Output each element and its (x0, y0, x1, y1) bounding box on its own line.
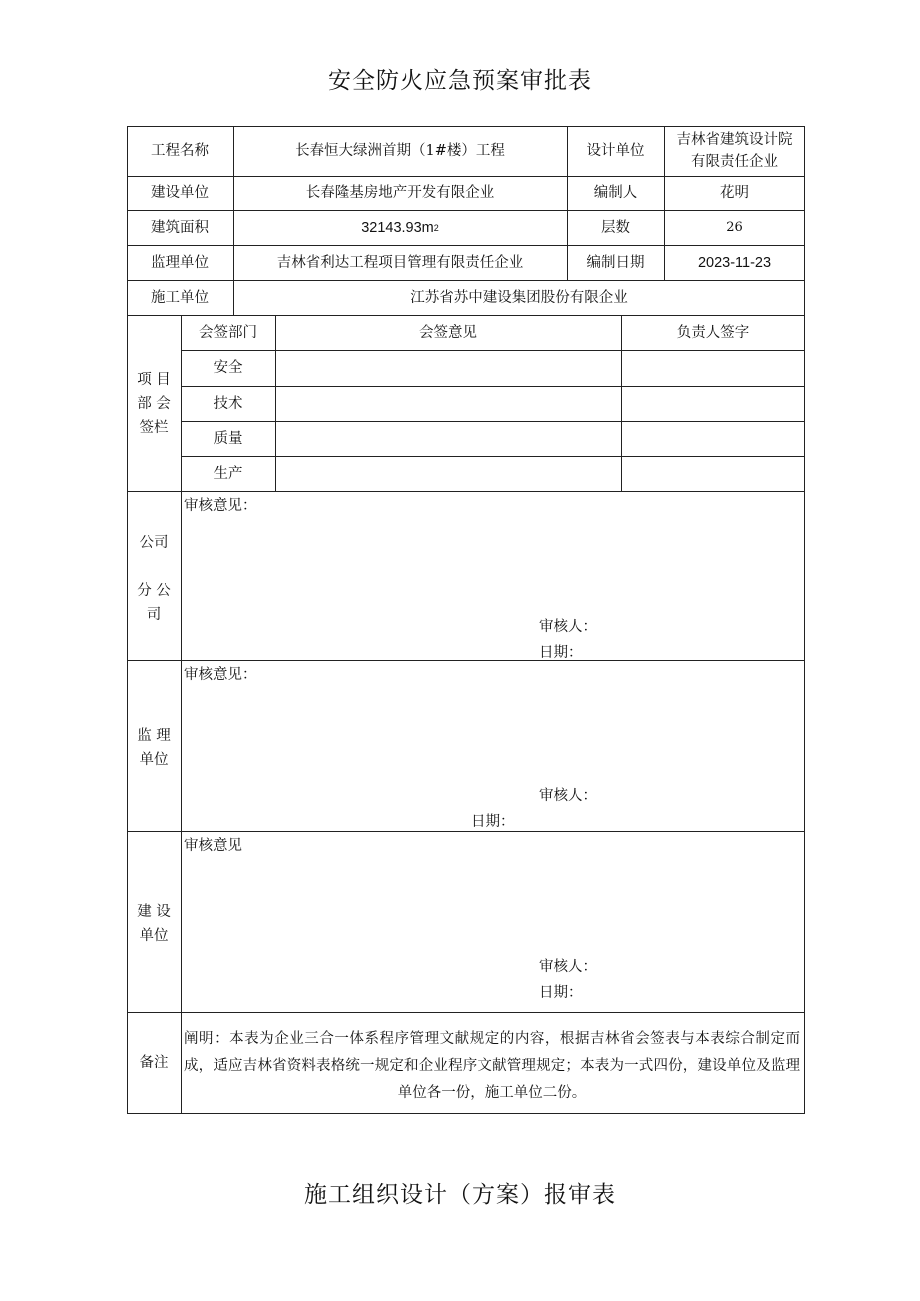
col-header-opinion: 会签意见 (419, 324, 477, 341)
supervision-opinion-label: 审核意见： (184, 667, 257, 683)
supervisor-label: 监理单位 (151, 254, 209, 271)
construction-label-line: 建 设 (137, 904, 171, 920)
design-unit-line2: 有限责任企业 (691, 154, 778, 170)
project-name-label: 工程名称 (151, 143, 209, 159)
compiler-label: 编制人 (593, 185, 638, 201)
supervision-label-line: 单位 (139, 752, 169, 768)
supervisor-value: 吉林省利达工程项目管理有限责任企业 (276, 254, 524, 271)
row-divider (127, 831, 805, 832)
company-label-line: 分 公 (137, 583, 171, 599)
row-divider (127, 491, 805, 492)
company-date-label: 日期： (539, 645, 583, 661)
countersign-label-line: 部 会 (137, 396, 171, 412)
dept-quality: 质量 (213, 430, 243, 447)
design-unit-line1: 吉林省建筑设计院 (676, 132, 793, 148)
project-name-value (233, 126, 567, 176)
floors-label: 层数 (601, 219, 630, 236)
row-divider (127, 660, 805, 661)
contractor-value: 江苏省苏中建设集团股份有限企业 (410, 289, 628, 306)
countersign-section-label (127, 368, 181, 440)
row-divider (127, 1012, 805, 1013)
company-reviewer-label: 审核人： (539, 619, 597, 635)
construction-section-label (127, 900, 181, 948)
company-section-label (127, 531, 181, 627)
supervision-section-label (127, 724, 181, 772)
company-label-line (127, 555, 181, 579)
col-header-signature: 负责人签字 (676, 324, 750, 341)
dept-production: 生产 (213, 465, 243, 482)
dept-technology: 技术 (213, 395, 243, 412)
compile-date-label: 编制日期 (586, 254, 645, 271)
dept-safety: 安全 (213, 360, 243, 376)
construction-label-line: 单位 (139, 928, 169, 944)
form-title: 安全防火应急预案审批表 (328, 68, 592, 94)
construction-opinion-label: 审核意见 (184, 838, 242, 854)
next-form-title: 施工组织设计（方案）报审表 (304, 1182, 616, 1208)
design-unit-value (664, 126, 805, 176)
remark-label: 备注 (139, 1055, 169, 1071)
company-label-line: 公司 (139, 535, 169, 551)
builder-label: 建设单位 (151, 185, 209, 201)
construction-reviewer-label: 审核人： (539, 959, 597, 975)
area-unit-superscript: 2 (433, 222, 439, 233)
countersign-label-line: 项 目 (137, 372, 171, 388)
countersign-label-line: 签栏 (139, 420, 169, 436)
area-label: 建筑面积 (151, 219, 209, 236)
builder-value: 长春隆基房地产开发有限企业 (305, 185, 495, 201)
project-name-text: 长春恒大绿洲首期（1#楼）工程 (295, 143, 505, 159)
supervision-label-line: 监 理 (137, 728, 171, 744)
construction-date-label: 日期： (539, 985, 583, 1001)
col-header-department: 会签部门 (199, 324, 257, 341)
supervision-reviewer-label: 审核人： (539, 788, 597, 804)
area-number: 32143.93m (361, 219, 434, 236)
supervision-date-label: 日期： (471, 814, 515, 830)
contractor-label: 施工单位 (151, 289, 209, 306)
company-label-line: 司 (146, 607, 162, 623)
floors-value: 26 (726, 219, 743, 235)
remark-text: 阐明：本表为企业三合一体系程序管理文献规定的内容，根据吉林省会签表与本表综合制定而成，适应吉林省资料表格统一规定和企业程序文献管理规定；本表为一式四份，建设单位及监理单位各一份，施工单位二份。 (184, 1031, 800, 1101)
area-value (233, 210, 567, 245)
company-opinion-label: 审核意见： (184, 498, 257, 514)
compiler-value: 花明 (720, 185, 749, 201)
compile-date-value: 2023-11-23 (697, 254, 772, 271)
design-unit-label: 设计单位 (586, 143, 645, 159)
